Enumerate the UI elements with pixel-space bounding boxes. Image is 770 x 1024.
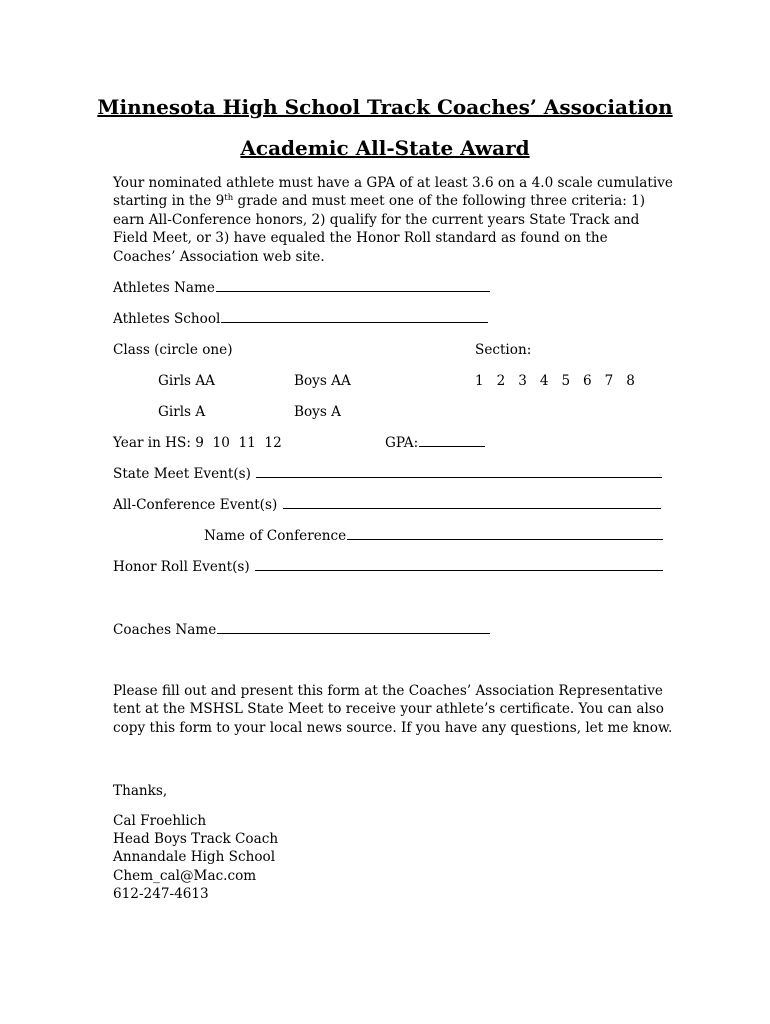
- honor-roll-row: [113, 558, 663, 576]
- option-girls-aa[interactable]: Girls AA: [158, 373, 215, 389]
- option-girls-a[interactable]: Girls A: [158, 404, 206, 420]
- athlete-name-blank[interactable]: [216, 279, 490, 292]
- state-meet-label: State Meet Event(s): [113, 466, 256, 482]
- option-boys-a[interactable]: Boys A: [294, 404, 341, 420]
- coaches-name-label: Coaches Name: [113, 622, 217, 638]
- state-meet-blank[interactable]: [256, 465, 662, 478]
- form-title: Minnesota High School Track Coaches’ Association: [97, 95, 673, 119]
- gpa-label: GPA:: [385, 435, 419, 451]
- form-subtitle: Academic All-State Award: [240, 136, 530, 160]
- coaches-name-blank[interactable]: [217, 621, 490, 634]
- all-conference-blank[interactable]: [283, 496, 661, 509]
- year-in-hs-options[interactable]: Year in HS: 9 10 11 12: [113, 435, 282, 451]
- closing: Thanks,: [113, 783, 168, 799]
- option-boys-aa[interactable]: Boys AA: [294, 373, 351, 389]
- instructions-paragraph: Please fill out and present this form at the Coaches’ Association Representative tent at the MSHSL State Meet to receive your athlete’s certificate. You can also copy this form to your local news source. If you have any questions, let me know.: [113, 683, 673, 736]
- honor-roll-blank[interactable]: [255, 558, 663, 571]
- coaches-name-row: [113, 621, 490, 639]
- athlete-school-blank[interactable]: [221, 310, 488, 323]
- state-meet-row: [113, 465, 662, 483]
- class-label: Class (circle one): [113, 342, 233, 358]
- athlete-name-label: Athletes Name: [113, 280, 215, 296]
- athlete-school-row: [113, 310, 488, 328]
- signature-school: Annandale High School: [113, 849, 276, 866]
- section-label: Section:: [475, 342, 532, 358]
- eligibility-paragraph: Your nominated athlete must have a GPA of at least 3.6 on a 4.0 scale cumulative starting in the 9th grade and must meet one of the following three criteria: 1) earn All-Conference honors, 2) qualify for the current years State Track and Field Meet, or 3) have equaled the Honor Roll standard as found on the Coaches’ Association web site.: [113, 175, 673, 265]
- conference-name-blank[interactable]: [347, 527, 663, 540]
- all-conference-label: All-Conference Event(s): [113, 497, 282, 513]
- honor-roll-label: Honor Roll Event(s): [113, 559, 255, 575]
- athlete-name-row: [113, 279, 490, 297]
- signature-phone: 612-247-4613: [113, 885, 209, 902]
- signature-block: [113, 812, 278, 903]
- section-options[interactable]: 1 2 3 4 5 6 7 8: [475, 373, 635, 389]
- all-conference-row: [113, 496, 661, 514]
- signature-name: Cal Froehlich: [113, 813, 207, 829]
- signature-email: Chem_cal@Mac.com: [113, 867, 257, 884]
- gpa-blank[interactable]: [419, 434, 485, 447]
- signature-title: Head Boys Track Coach: [113, 831, 279, 848]
- gpa-row: [385, 434, 485, 452]
- athlete-school-label: Athletes School: [113, 311, 221, 327]
- conference-name-row: [204, 527, 663, 545]
- conference-name-label: Name of Conference: [204, 528, 347, 544]
